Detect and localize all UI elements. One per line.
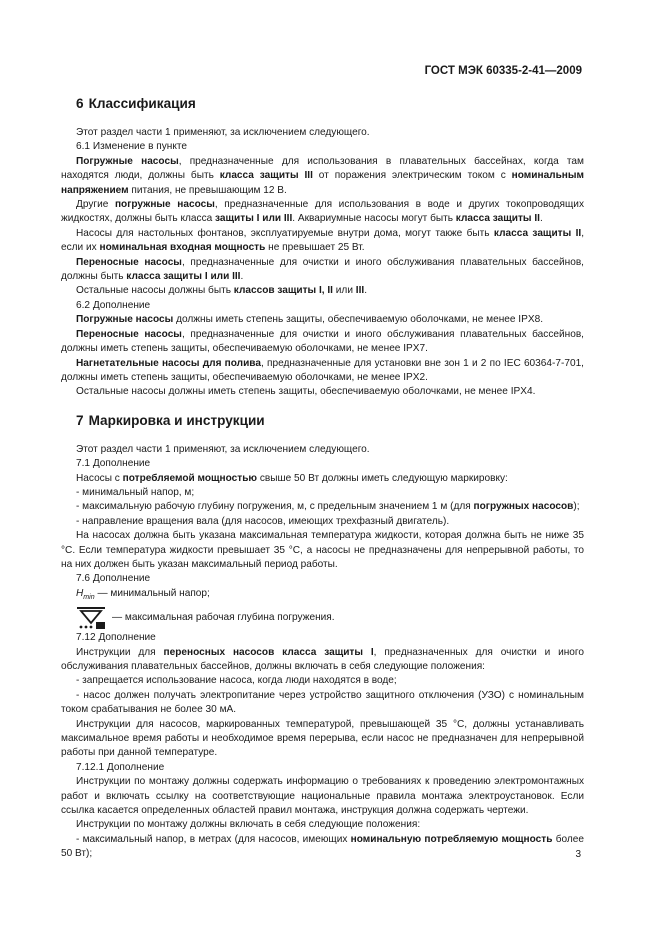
list-item: - насос должен получать электропитание через устройство защитного отключения (УЗО) с номинальным током срабатывания не более 30 мА.: [61, 689, 584, 716]
subclause-7-1: 7.1 Дополнение: [76, 458, 151, 470]
paragraph: Переносные насосы, предназначенные для очистки и иного обслуживания плавательных бассейнов, должны быть класса защиты I или III.: [61, 256, 584, 283]
paragraph: Погружные насосы, предназначенные для использования в плавательных бассейнах, когда там находятся люди, должны быть класса защиты III от поражения электрическим током с номинальным напряжением питания, не превышающим 12 В.: [61, 155, 584, 196]
hmin-subscript: min: [83, 593, 95, 601]
subclause-6-1: 6.1 Изменение в пункте: [76, 141, 187, 153]
section-6-intro: Этот раздел части 1 применяют, за исключением следующего.: [76, 127, 370, 138]
section-7-heading: [61, 413, 584, 429]
paragraph: Остальные насосы должны быть классов защиты I, II или III.: [76, 285, 367, 297]
paragraph: Насосы с потребляемой мощностью свыше 50 Вт должны иметь следующую маркировку:: [76, 472, 508, 484]
page-number: 3: [575, 849, 581, 860]
section-7-title: Маркировка и инструкции: [88, 412, 265, 428]
list-item: - направление вращения вала (для насосов, имеющих трехфазный двигатель).: [76, 515, 450, 527]
paragraph: Остальные насосы должны иметь степень защиты, обеспечиваемую оболочками, не менее IPX4.: [76, 386, 536, 398]
section-6-title: Классификация: [88, 96, 196, 111]
depth-label: — максимальная рабочая глубина погружения.: [112, 612, 335, 623]
list-item: - минимальный напор, м;: [76, 486, 195, 498]
paragraph: Другие погружные насосы, предназначенные для использования в воде и других токопроводящих жидкостях, должны быть класса защиты I или III. Аквариумные насосы могут быть класса защиты II.: [61, 199, 584, 225]
depth-symbol-row: [61, 605, 584, 631]
subclause-7-12-1: 7.12.1 Дополнение: [76, 761, 165, 773]
paragraph: Переносные насосы, предназначенные для очистки и иного обслуживания плавательных бассейнов, должны иметь степень защиты, обеспечиваемую оболочками, не менее IPX7.: [61, 328, 584, 355]
subclause-7-6: 7.6 Дополнение: [76, 573, 151, 585]
section-7-number: 7: [76, 412, 84, 428]
hmin-symbol: H: [76, 587, 84, 599]
max-depth-icon: [76, 606, 106, 630]
hmin-line: $H_{min}$ — минимальный напор;: [76, 587, 210, 601]
list-item: - запрещается использование насоса, когда люди находятся в воде;: [76, 675, 397, 687]
section-6-heading: [61, 96, 584, 112]
list-item: - максимальный напор, в метрах (для насосов, имеющих номинальную потребляемую мощность более 50 Вт);: [61, 833, 584, 860]
paragraph: Инструкции по монтажу должны содержать информацию о требованиях к проведению электромонтажных работ и включать ссылку на соответствующие национальные правила монтажа электроустановок. Если ссылка касается определенных областей правил монтажа, инструкция должна содержать чертежи.: [61, 776, 584, 817]
paragraph: На насосах должна быть указана максимальная температура жидкости, которая должна быть не ниже 35 °С. Если температура жидкости превышает 35 °С, а насосы не предназначены для непрерывной работы, то на них должен быть указан максимальный период работы.: [61, 530, 584, 570]
page-content: [61, 96, 584, 862]
list-item: - максимальную рабочую глубину погружения, м, с предельным значением 1 м (для погружных насосов);: [76, 501, 580, 513]
section-7-intro: Этот раздел части 1 применяют, за исключением следующего.: [76, 443, 370, 455]
paragraph: Погружные насосы должны иметь степень защиты, обеспечиваемую оболочками, не менее IPX8.: [76, 314, 543, 326]
paragraph: Инструкции по монтажу должны включать в себя следующие положения:: [76, 819, 421, 831]
document-header: ГОСТ МЭК 60335-2-41—2009: [424, 65, 582, 77]
paragraph: Нагнетательные насосы для полива, предназначенные для установки вне зон 1 и 2 по IEC 60364-7-701, должны иметь степень защиты, обеспечиваемую оболочками, не менее IPX2.: [61, 357, 584, 383]
paragraph: Инструкции для насосов, маркированных температурой, превышающей 35 °С, должны устанавливать максимальное время работы и необходимое время перерыва, если насос не предназначен для непрерывной работы при данной температуре.: [61, 718, 584, 759]
paragraph: Насосы для настольных фонтанов, эксплуатируемые внутри дома, могут также быть класса защиты II, если их номинальная входная мощность не превышает 25 Вт.: [61, 227, 584, 254]
subclause-7-12: 7.12 Дополнение: [76, 632, 156, 644]
section-6-number: 6: [76, 96, 84, 111]
subclause-6-2: 6.2 Дополнение: [76, 299, 151, 311]
paragraph: Инструкции для переносных насосов класса защиты I, предназначенных для очистки и иного обслуживания плавательных бассейнов, должны включать в себя следующие положения:: [61, 646, 584, 673]
